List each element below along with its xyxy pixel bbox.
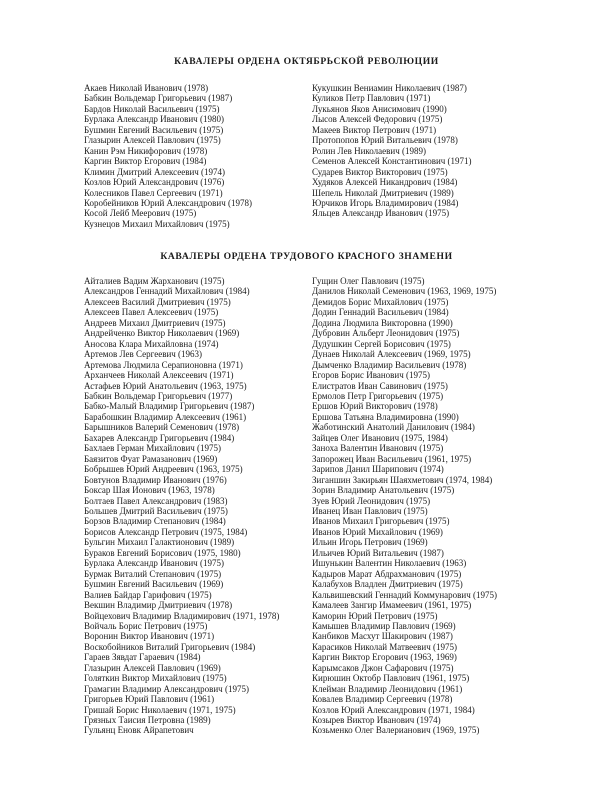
list-item: Додина Людмила Викторовна (1990) (312, 317, 453, 328)
list-item: Гараев Зявдат Гараевич (1984) (84, 652, 201, 663)
list-item: Зуев Юрий Леонидович (1975) (312, 495, 431, 506)
list-item: Козырев Виктор Иванович (1974) (312, 715, 441, 726)
list-item: Егоров Борис Иванович (1975) (312, 370, 430, 381)
list-item: Артемов Лев Сергеевич (1963) (84, 349, 203, 360)
list-item: Ковалев Владимир Сергеевич (1978) (312, 694, 453, 705)
list-item: Боксар Шая Ионович (1963, 1978) (84, 485, 215, 496)
list-item: Андрейченко Виктор Николаевич (1969) (84, 328, 240, 339)
list-item: Бушмин Евгений Васильевич (1969) (84, 579, 224, 590)
list-item: Дунаев Николай Алексеевич (1969, 1975) (312, 349, 471, 360)
list-item: Болтаев Павел Александрович (1983) (84, 495, 228, 506)
list-item: Ильичев Юрий Витальевич (1987) (312, 547, 444, 558)
list-item: Козлов Юрий Александрович (1976) (84, 177, 225, 188)
list-item: Заноха Валентин Иванович (1975) (312, 443, 444, 454)
list-item: Борзов Владимир Степанович (1984) (84, 516, 226, 527)
list-october-revolution (84, 83, 603, 229)
list-item: Гущин Олег Павлович (1975) (312, 276, 425, 286)
list-item: Макеев Виктор Петрович (1971) (312, 124, 437, 135)
list-item: Баязитов Фуат Рамазанович (1969) (84, 453, 218, 464)
list-item: Алексеев Павел Алексеевич (1975) (84, 307, 219, 318)
list-item: Дымченко Владимир Васильевич (1978) (312, 359, 467, 370)
list-item: Карасиков Николай Матвеевич (1975) (312, 641, 457, 652)
list-item: Зиганшин Закирьян Шаяхметович (1974, 1984) (312, 474, 493, 485)
list-item: Иванов Михаил Григорьевич (1975) (312, 516, 450, 527)
list-item: Зайцев Олег Иванович (1975, 1984) (312, 432, 448, 443)
list-item: Бульгин Михаил Галактионович (1989) (84, 537, 235, 548)
list-item: Акаев Николай Иванович (1978) (84, 83, 209, 93)
list-item: Ермолов Петр Григорьевич (1975) (312, 390, 444, 401)
list-item: Додин Геннадий Васильевич (1984) (312, 307, 449, 318)
list-item: Гульянц Еновк Айрапетович (84, 725, 194, 736)
list-item: Голяткин Виктор Михайлович (1975) (84, 673, 227, 684)
list-item: Камалеев Зангир Имамеевич (1961, 1975) (312, 600, 472, 611)
list-item: Бовтунов Владимир Иванович (1976) (84, 474, 227, 485)
list-item: Григорьев Юрий Павлович (1961) (84, 694, 215, 705)
list-item: Климин Дмитрий Алексеевич (1974) (84, 166, 226, 177)
list-item: Бахарев Александр Григорьевич (1984) (84, 432, 235, 443)
list-item: Жаботинский Анатолий Данилович (1984) (312, 422, 475, 433)
list-item: Запорожец Иван Васильевич (1961, 1975) (312, 453, 472, 464)
list-item: Канин Рэм Никифорович (1978) (84, 145, 208, 156)
list-item: Борисов Александр Петрович (1975, 1984) (84, 526, 248, 537)
list-item: Коробейников Юрий Александрович (1978) (84, 197, 252, 208)
list-item: Каморин Юрий Петрович (1975) (312, 610, 438, 621)
list-item: Зарипов Данил Шарипович (1974) (312, 464, 444, 475)
list-item: Астафьев Юрий Анатольевич (1963, 1975) (84, 380, 247, 391)
list-item: Войцехович Владимир Владимирович (1971, 1978) (84, 610, 280, 621)
list-item: Елистратов Иван Савинович (1975) (312, 380, 448, 391)
list-item: Векшин Владимир Дмитриевич (1978) (84, 600, 233, 611)
list-item: Лысов Алексей Федорович (1975) (312, 114, 443, 125)
list-item: Бураков Евгений Борисович (1975, 1980) (84, 547, 241, 558)
october-revolution-left-column (84, 83, 312, 229)
list-item: Козьменко Олег Валерианович (1969, 1975) (312, 725, 480, 736)
list-item: Демидов Борис Михайлович (1975) (312, 296, 449, 307)
list-item: Барышников Валерий Семенович (1978) (84, 422, 240, 433)
list-item: Бабкин Вольдемар Григорьевич (1977) (84, 390, 233, 401)
section-title-october-revolution: КАВАЛЕРЫ ОРДЕНА ОКТЯБРЬСКОЙ РЕВОЛЮЦИИ (174, 56, 439, 67)
list-item: Ершова Татьяна Владимировна (1990) (312, 411, 459, 422)
list-item: Бабкин Вольдемар Григорьевич (1987) (84, 93, 233, 104)
list-item: Войчаль Борис Петрович (1975) (84, 620, 208, 631)
list-item: Карымсаков Джон Сафарович (1975) (312, 662, 454, 673)
list-item: Александров Геннадий Михайлович (1984) (84, 286, 250, 297)
list-item: Артемова Людмила Серапионовна (1971) (84, 359, 243, 370)
list-item: Большев Дмитрий Васильевич (1975) (84, 505, 228, 516)
list-item: Ролин Лев Николаевич (1989) (312, 145, 427, 156)
list-item: Кадыров Марат Абдрахманович (1975) (312, 568, 462, 579)
list-item: Куликов Петр Павлович (1971) (312, 93, 431, 104)
list-item: Зорин Владимир Анатольевич (1975) (312, 485, 455, 496)
list-item: Воронин Виктор Иванович (1971) (84, 631, 215, 642)
list-item: Грязных Таисия Петровна (1989) (84, 715, 211, 726)
list-item: Каргин Виктор Егорович (1984) (84, 156, 207, 167)
list-item: Айталиев Вадим Жарханович (1975) (84, 276, 225, 286)
list-item: Андреев Михаил Дмитриевич (1975) (84, 317, 226, 328)
list-item: Камышев Владимир Павлович (1969) (312, 620, 456, 631)
list-item: Арханчеев Николай Алексеевич (1971) (84, 370, 234, 381)
list-item: Дубровин Альберт Леонидович (1975) (312, 328, 460, 339)
list-item: Глазырин Алексей Павлович (1975) (84, 135, 221, 146)
list-item: Сударев Виктор Викторович (1975) (312, 166, 448, 177)
list-item: Бурлака Александр Иванович (1980) (84, 114, 224, 125)
list-item: Глазырин Алексей Павлович (1969) (84, 662, 221, 673)
list-item: Воскобойников Виталий Григорьевич (1984) (84, 641, 256, 652)
list-item: Косой Лейб Меерович (1975) (84, 208, 197, 219)
list-item: Данилов Николай Семенович (1963, 1969, 1975) (312, 286, 497, 297)
list-item: Шепель Николай Дмитриевич (1989) (312, 187, 454, 198)
list-item: Калабухов Владлен Дмитриевич (1975) (312, 579, 463, 590)
list-item: Иванов Юрий Михайлович (1969) (312, 526, 443, 537)
red-banner-left-column (84, 276, 312, 736)
list-item: Валиев Байдар Гарифович (1975) (84, 589, 212, 600)
list-item: Колесников Павел Сергеевич (1971) (84, 187, 223, 198)
list-item: Бобрышев Юрий Андреевич (1963, 1975) (84, 464, 243, 475)
list-item: Худяков Алексей Никандрович (1984) (312, 177, 458, 188)
list-red-banner-of-labour (84, 276, 603, 736)
list-item: Козлов Юрий Александрович (1971, 1984) (312, 704, 475, 715)
list-item: Клейман Владимир Леонидович (1961) (312, 683, 463, 694)
list-item: Юрчиков Игорь Владимирович (1984) (312, 197, 459, 208)
list-item: Лукьянов Яков Анисимович (1990) (312, 103, 447, 114)
section-title-red-banner-of-labour: КАВАЛЕРЫ ОРДЕНА ТРУДОВОГО КРАСНОГО ЗНАМЕНИ (160, 251, 453, 262)
list-item: Алексеев Василий Дмитриевич (1975) (84, 296, 231, 307)
list-item: Семенов Алексей Константинович (1971) (312, 156, 472, 167)
list-item: Бардов Николай Васильевич (1975) (84, 103, 220, 114)
list-item: Грамагин Владимир Александрович (1975) (84, 683, 249, 694)
list-item: Протопопов Юрий Витальевич (1978) (312, 135, 458, 146)
red-banner-right-column (312, 276, 603, 736)
list-item: Кукушкин Вениамин Николаевич (1987) (312, 83, 467, 93)
list-item: Бурлака Александр Иванович (1975) (84, 558, 224, 569)
list-item: Гришай Борис Николаевич (1971, 1975) (84, 704, 236, 715)
list-item: Иванец Иван Павлович (1975) (312, 505, 428, 516)
list-item: Кирюшин Октобр Павлович (1961, 1975) (312, 673, 470, 684)
list-item: Бабко-Малый Владимир Григорьевич (1987) (84, 401, 255, 412)
list-item: Барабошкин Владимир Алексеевич (1961) (84, 411, 247, 422)
list-item: Ишунькин Валентин Николаевич (1963) (312, 558, 467, 569)
list-item: Кузнецов Михаил Михайлович (1975) (84, 218, 230, 229)
october-revolution-right-column (312, 83, 603, 219)
list-item: Канбиков Масхут Шакирович (1987) (312, 631, 453, 642)
list-item: Бурмак Виталий Степанович (1975) (84, 568, 222, 579)
list-item: Дудушкин Сергей Борисович (1975) (312, 338, 451, 349)
list-item: Ершов Юрий Викторович (1978) (312, 401, 438, 412)
list-item: Аносова Клара Михайловна (1974) (84, 338, 219, 349)
list-item: Кальвишевский Геннадий Коммунарович (1975) (312, 589, 498, 600)
list-item: Ильин Игорь Петрович (1969) (312, 537, 428, 548)
list-item: Яльцев Александр Иванович (1975) (312, 208, 450, 219)
list-item: Каргин Виктор Егорович (1963, 1969) (312, 652, 457, 663)
list-item: Бахлаев Герман Михайлович (1975) (84, 443, 222, 454)
list-item: Бушмин Евгений Васильевич (1975) (84, 124, 224, 135)
